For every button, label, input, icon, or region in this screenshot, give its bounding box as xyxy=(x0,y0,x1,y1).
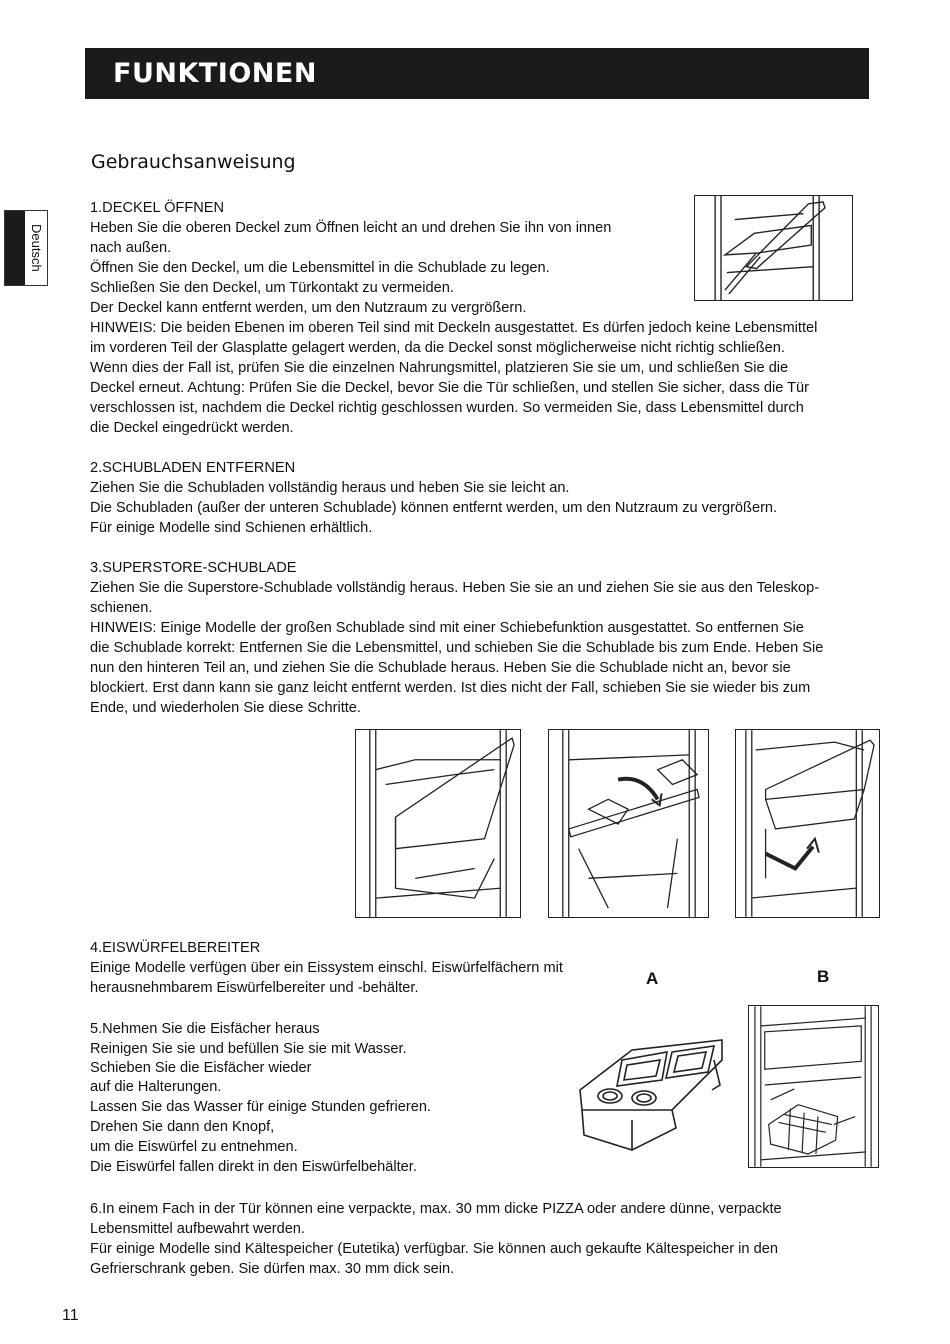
text-line: nach außen. xyxy=(90,240,172,256)
section-heading: 4.EISWÜRFELBEREITER xyxy=(90,940,261,956)
page-header xyxy=(85,48,869,99)
text-line: 6.In einem Fach in der Tür können eine verpackte, max. 30 mm dicke PIZZA oder andere dünne, verpackte xyxy=(90,1201,782,1217)
text-line: herausnehmbarem Eiswürfelbereiter und -behälter. xyxy=(90,980,419,996)
text-line: verschlossen ist, nachdem die Deckel richtig geschlossen wurden. So vermeiden Sie, dass Lebensmittel durch xyxy=(90,400,804,416)
text-line: blockiert. Erst dann kann sie ganz leicht entfernt werden. Ist dies nicht der Fall, schieben Sie sie wieder bis zum xyxy=(90,680,811,696)
text-line: Schließen Sie den Deckel, um Türkontakt zu vermeiden. xyxy=(90,280,454,296)
figure-ice-maker xyxy=(572,1020,732,1155)
section-deckel-wide xyxy=(90,318,880,438)
ice-maker-illustration xyxy=(572,1020,732,1155)
text-line: HINWEIS: Die beiden Ebenen im oberen Teil sind mit Deckeln ausgestattet. Es dürfen jedoch keine Lebensmittel xyxy=(90,320,818,336)
header-title: FUNKTIONEN xyxy=(113,58,317,89)
text-line: Heben Sie die oberen Deckel zum Öffnen leicht an und drehen Sie ihn von innen xyxy=(90,220,612,236)
drawer-illustration-3 xyxy=(736,730,879,917)
language-tab-label: Deutsch xyxy=(29,224,44,272)
text-line: Lassen Sie das Wasser für einige Stunden gefrieren. xyxy=(90,1099,431,1115)
figure-drawer-1 xyxy=(355,729,521,918)
text-line: Schieben Sie die Eisfächer wieder xyxy=(90,1060,312,1076)
text-line: Ziehen Sie die Schubladen vollständig heraus und heben Sie sie leicht an. xyxy=(90,480,570,496)
text-line: Öffnen Sie den Deckel, um die Lebensmittel in die Schublade zu legen. xyxy=(90,260,550,276)
language-tab xyxy=(4,210,48,286)
section-superstore xyxy=(90,558,880,718)
section-eiswuerfel xyxy=(90,938,610,998)
text-line: HINWEIS: Einige Modelle der großen Schublade sind mit einer Schiebefunktion ausgestattet. So entfernen Sie xyxy=(90,620,804,636)
text-line: im vorderen Teil der Glasplatte gelagert werden, da die Deckel sonst möglicherweise nicht richtig schließen. xyxy=(90,340,785,356)
text-line: 5.Nehmen Sie die Eisfächer heraus xyxy=(90,1021,320,1037)
section-schubladen xyxy=(90,458,880,538)
figure-drawer-3 xyxy=(735,729,880,918)
text-line: schienen. xyxy=(90,600,153,616)
text-line: Lebensmittel aufbewahrt werden. xyxy=(90,1221,305,1237)
text-line: Die Eiswürfel fallen direkt in den Eiswürfelbehälter. xyxy=(90,1159,417,1175)
figure-drawer-2 xyxy=(548,729,709,918)
text-line: Für einige Modelle sind Schienen erhältlich. xyxy=(90,520,373,536)
text-line: Gefrierschrank geben. Sie dürfen max. 30 mm dick sein. xyxy=(90,1261,455,1277)
text-line: Der Deckel kann entfernt werden, um den Nutzraum zu vergrößern. xyxy=(90,300,527,316)
page-number: 11 xyxy=(62,1307,79,1324)
text-line: auf die Halterungen. xyxy=(90,1079,222,1095)
figure-freezer-ice-tray xyxy=(748,1005,879,1168)
freezer-ice-tray-illustration xyxy=(749,1006,878,1167)
text-line: die Schublade korrekt: Entfernen Sie die Lebensmittel, und schieben Sie die Schublade bis zum Ende. Heben Sie xyxy=(90,640,824,656)
text-line: Ende, und wiederholen Sie diese Schritte. xyxy=(90,700,361,716)
text-line: Deckel erneut. Achtung: Prüfen Sie die Deckel, bevor Sie die Tür schließen, und stellen Sie sicher, dass die Tür xyxy=(90,380,809,396)
figure-label-a: A xyxy=(646,969,659,988)
text-line: Für einige Modelle sind Kältespeicher (Eutetika) verfügbar. Sie können auch gekaufte Kältespeicher in den xyxy=(90,1241,778,1257)
language-tab-marker xyxy=(5,211,25,285)
text-line: nun den hinteren Teil an, und ziehen Sie die Schublade heraus. Heben Sie die Schublade nicht an, bevor sie xyxy=(90,660,791,676)
section-tuerfach xyxy=(90,1199,880,1279)
text-line: die Deckel eingedrückt werden. xyxy=(90,420,294,436)
text-line: Drehen Sie dann den Knopf, xyxy=(90,1119,275,1135)
lid-illustration xyxy=(695,196,852,300)
section-heading: 1.DECKEL ÖFFNEN xyxy=(90,200,225,216)
section-heading: 2.SCHUBLADEN ENTFERNEN xyxy=(90,460,296,476)
text-line: Reinigen Sie sie und befüllen Sie sie mit Wasser. xyxy=(90,1041,407,1057)
figure-label-b: B xyxy=(817,967,830,986)
text-line: Die Schubladen (außer der unteren Schublade) können entfernt werden, um den Nutzraum zu vergrößern. xyxy=(90,500,778,516)
drawer-illustration-1 xyxy=(356,730,520,917)
section-eisfaecher xyxy=(90,1019,550,1177)
text-line: Wenn dies der Fall ist, prüfen Sie die einzelnen Nahrungsmittel, platzieren Sie sie um, und schließen Sie die xyxy=(90,360,789,376)
section-title: Gebrauchsanweisung xyxy=(91,151,296,173)
text-line: um die Eiswürfel zu entnehmen. xyxy=(90,1139,298,1155)
drawer-illustration-2 xyxy=(549,730,708,917)
text-line: Ziehen Sie die Superstore-Schublade vollständig heraus. Heben Sie sie an und ziehen Sie sie aus den Teleskop- xyxy=(90,580,820,596)
text-line: Einige Modelle verfügen über ein Eissystem einschl. Eiswürfelfächern mit xyxy=(90,960,563,976)
section-heading: 3.SUPERSTORE-SCHUBLADE xyxy=(90,560,297,576)
figure-lid xyxy=(694,195,853,301)
section-deckel-narrow xyxy=(90,198,690,318)
